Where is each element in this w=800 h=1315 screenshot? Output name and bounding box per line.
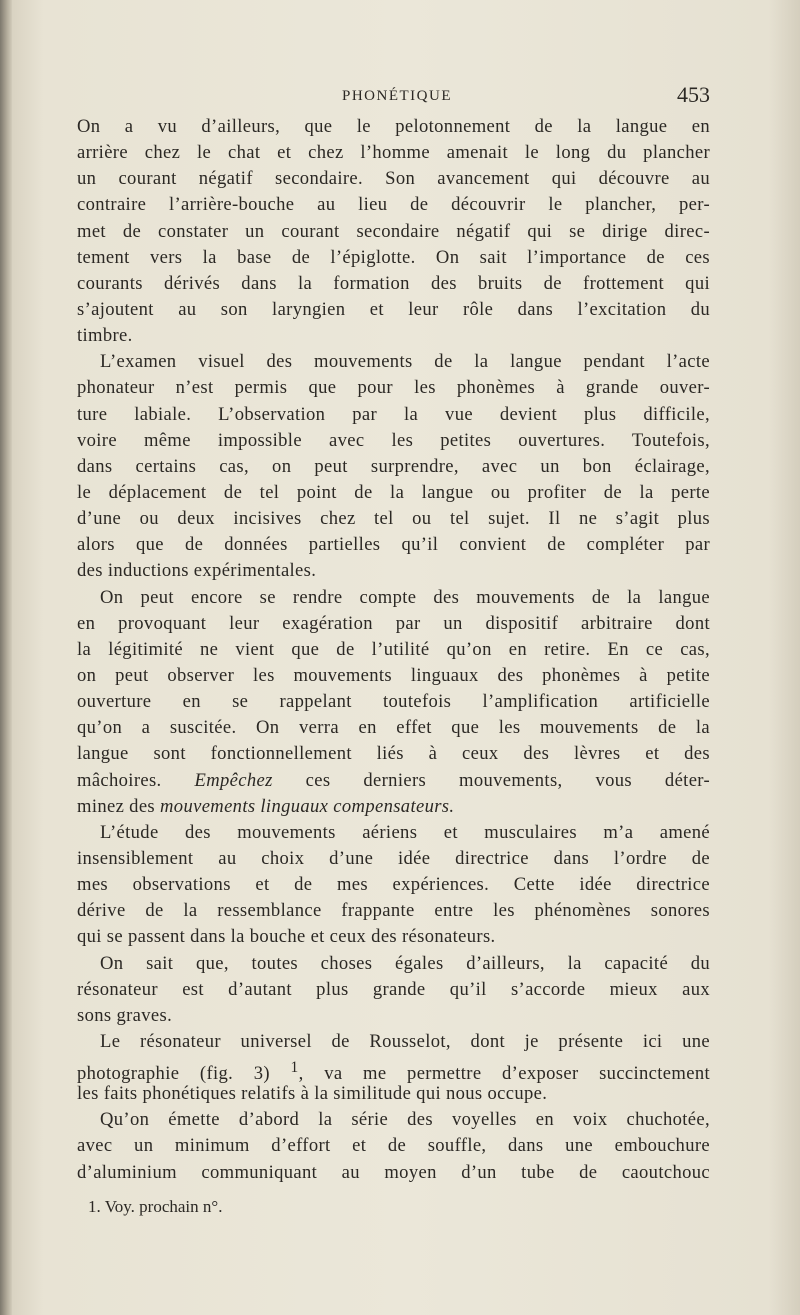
text-line: voire même impossible avec les petites ouvertures. Toutefois, — [77, 429, 710, 451]
emphasis-text: mouvements linguaux compensateurs. — [160, 795, 455, 817]
text-line: On a vu d’ailleurs, que le pelotonnement de la langue en — [77, 116, 710, 137]
text-line: langue sont fonctionnellement liés à ceux des lèvres et des — [77, 743, 710, 765]
text-line — [77, 768, 710, 794]
text-line: avec un minimum d’effort et de souffle, dans une embouchure — [77, 1135, 710, 1157]
text-line: met de constater un courant secondaire négatif qui se dirige direc- — [77, 220, 710, 242]
text-line: ture labiale. L’observation par la vue devient plus difficile, — [77, 403, 710, 425]
text-line: insensiblement au choix d’une idée directrice dans l’ordre de — [77, 847, 710, 869]
text-line: ouverture en se rappelant toutefois l’amplification artificielle — [77, 691, 710, 713]
text-line: on peut observer les mouvements linguaux des phonèmes à petite — [77, 664, 710, 686]
text-line: L’étude des mouvements aériens et musculaires m’a amené — [100, 821, 710, 843]
text-line — [77, 1055, 710, 1085]
text-line: contraire l’arrière-bouche au lieu de découvrir le plancher, per- — [77, 194, 710, 216]
text-line: qui se passent dans la bouche et ceux des résonateurs. — [77, 926, 496, 948]
text-fragment: ces derniers mouvements, vous déter- — [305, 769, 711, 791]
page-header — [0, 80, 800, 110]
body-text — [77, 114, 710, 1186]
text-line: courants dérivés dans la formation des bruits de frottement qui — [77, 272, 710, 294]
text-line: mes observations et de mes expériences. Cette idée directrice — [77, 874, 710, 896]
text-fragment: mâchoires. — [77, 769, 162, 791]
text-line: résonateur est d’autant plus grande qu’il s’accorde mieux aux — [77, 978, 710, 1000]
footnote-reference: 1 — [290, 1059, 299, 1077]
text-line: en provoquant leur exagération par un dispositif arbitraire dont — [77, 612, 710, 634]
text-line: un courant négatif secondaire. Son avancement qui découvre au — [77, 168, 710, 190]
text-line: arrière chez le chat et chez l’homme amenait le long du plancher — [77, 142, 710, 164]
emphasis-text: Empêchez — [194, 769, 273, 791]
text-fragment: minez des — [77, 795, 156, 817]
text-fragment: , va me permettre d’exposer succinctement — [298, 1063, 710, 1085]
text-line: timbre. — [77, 325, 133, 347]
text-line: la légitimité ne vient que de l’utilité qu’on en retire. En ce cas, — [77, 638, 710, 660]
text-line — [77, 794, 710, 820]
text-line: Qu’on émette d’abord la série des voyelles en voix chuchotée, — [100, 1109, 710, 1131]
text-line: d’aluminium communiquant au moyen d’un tube de caoutchouc — [77, 1161, 710, 1183]
text-line: On sait que, toutes choses égales d’ailleurs, la capacité du — [100, 952, 710, 974]
text-fragment: photographie (fig. 3) — [77, 1063, 270, 1085]
text-line: des inductions expérimentales. — [77, 560, 317, 582]
footnote: 1. Voy. prochain n°. — [88, 1197, 223, 1216]
running-head: PHONÉTIQUE — [342, 88, 452, 104]
text-line: le déplacement de tel point de la langue ou profiter de la perte — [77, 481, 710, 503]
page-binding-edge — [0, 0, 12, 1315]
text-line: L’examen visuel des mouvements de la langue pendant l’acte — [100, 351, 710, 373]
text-line: alors que de données partielles qu’il convient de compléter par — [77, 534, 710, 556]
text-line: d’une ou deux incisives chez tel ou tel sujet. Il ne s’agit plus — [77, 508, 710, 530]
text-line: tement vers la base de l’épiglotte. On sait l’importance de ces — [77, 246, 710, 268]
text-line: sons graves. — [77, 1004, 173, 1026]
text-line: On peut encore se rendre compte des mouvements de la langue — [100, 586, 710, 608]
page-number: 453 — [677, 82, 710, 107]
text-line: phonateur n’est permis que pour les phonèmes à grande ouver- — [77, 377, 710, 399]
text-line: s’ajoutent au son laryngien et leur rôle dans l’excitation du — [77, 298, 710, 320]
text-line: Le résonateur universel de Rousselot, dont je présente ici une — [100, 1030, 710, 1052]
text-line: qu’on a suscitée. On verra en effet que les mouvements de la — [77, 717, 710, 739]
text-line: dérive de la ressemblance frappante entre les phénomènes sonores — [77, 900, 710, 922]
text-line: dans certains cas, on peut surprendre, avec un bon éclairage, — [77, 455, 710, 477]
text-line: les faits phonétiques relatifs à la similitude qui nous occupe. — [77, 1083, 548, 1105]
